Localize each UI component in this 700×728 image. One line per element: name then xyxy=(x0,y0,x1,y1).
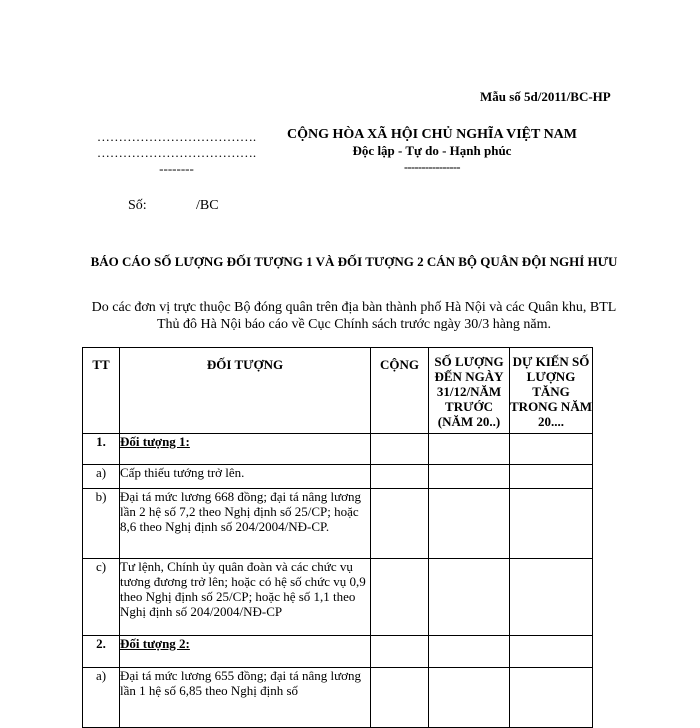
row-plan-cell xyxy=(510,636,593,668)
header-total: CỘNG xyxy=(371,348,429,434)
report-title: BÁO CÁO SỐ LƯỢNG ĐỐI TƯỢNG 1 VÀ ĐỐI TƯỢNG 2 CÁN BỘ QUÂN ĐỘI NGHỈ HƯU xyxy=(90,254,618,269)
row-object: Cấp thiếu tướng trở lên. xyxy=(120,465,371,489)
issuing-unit-rule: -------- xyxy=(159,161,194,176)
row-total-cell xyxy=(371,668,429,728)
issuing-unit-line-1: ………………………………. xyxy=(96,129,257,144)
report-table xyxy=(82,347,593,728)
row-count-cell xyxy=(429,489,510,559)
row-number: 2. xyxy=(83,636,120,668)
issuing-unit-block xyxy=(84,129,269,177)
issuing-unit-line-2: ………………………………. xyxy=(96,145,257,160)
row-object-text: Đối tượng 1: xyxy=(120,434,190,449)
nation-name: CỘNG HÒA XÃ HỘI CHỦ NGHĨA VIỆT NAM xyxy=(286,127,577,142)
national-motto: Độc lập - Tự do - Hạnh phúc xyxy=(352,143,512,158)
row-count-cell xyxy=(429,636,510,668)
row-total-cell xyxy=(371,489,429,559)
report-intro: Do các đơn vị trực thuộc Bộ đóng quân trên địa bàn thành phố Hà Nội và các Quân khu, BTL Thủ đô Hà Nội báo cáo về Cục Chính sách trước ngày 30/3 hàng năm. xyxy=(91,300,617,332)
table-row xyxy=(83,636,593,668)
form-code: Mẫu số 5d/2011/BC-HP xyxy=(480,89,611,104)
row-plan-cell xyxy=(510,559,593,636)
table-row xyxy=(83,668,593,728)
row-object: Tư lệnh, Chính ủy quân đoàn và các chức vụ tương đương trở lên; hoặc có hệ số chức vụ 0,9 theo Nghị định số 25/CP; hoặc hệ số 1,1 theo Nghị định số 204/2004/NĐ-CP xyxy=(120,559,371,636)
header-tt: TT xyxy=(83,348,120,434)
row-number: a) xyxy=(83,465,120,489)
header-object: ĐỐI TƯỢNG xyxy=(120,348,371,434)
header-count: SỐ LƯỢNG ĐẾN NGÀY 31/12/NĂM TRƯỚC (NĂM 20..) xyxy=(429,348,510,434)
row-count-cell xyxy=(429,465,510,489)
motto-rule: ---------------- xyxy=(404,160,460,174)
row-total-cell xyxy=(371,434,429,465)
header-plan: DỰ KIẾN SỐ LƯỢNG TĂNG TRONG NĂM 20.... xyxy=(510,348,593,434)
row-plan-cell xyxy=(510,668,593,728)
row-count-cell xyxy=(429,434,510,465)
table-row xyxy=(83,559,593,636)
table-row xyxy=(83,489,593,559)
row-object xyxy=(120,636,371,668)
row-total-cell xyxy=(371,465,429,489)
row-object: Đại tá mức lương 655 đồng; đại tá nâng lương lần 1 hệ số 6,85 theo Nghị định số xyxy=(120,668,371,728)
row-number: 1. xyxy=(83,434,120,465)
national-header xyxy=(282,127,582,175)
table-row xyxy=(83,434,593,465)
row-plan-cell xyxy=(510,489,593,559)
row-number: c) xyxy=(83,559,120,636)
row-plan-cell xyxy=(510,434,593,465)
row-object xyxy=(120,434,371,465)
row-object-text: Đối tượng 2: xyxy=(120,636,190,651)
document-number-label: Số: xyxy=(128,198,147,213)
row-number: a) xyxy=(83,668,120,728)
row-count-cell xyxy=(429,559,510,636)
document-number-suffix: /BC xyxy=(196,198,219,213)
row-number: b) xyxy=(83,489,120,559)
row-total-cell xyxy=(371,636,429,668)
table-header-row xyxy=(83,348,593,434)
row-total-cell xyxy=(371,559,429,636)
table-row xyxy=(83,465,593,489)
row-plan-cell xyxy=(510,465,593,489)
row-object: Đại tá mức lương 668 đồng; đại tá nâng lương lần 2 hệ số 7,2 theo Nghị định số 25/CP; hoặc 8,6 theo Nghị định số 204/2004/NĐ-CP. xyxy=(120,489,371,559)
row-count-cell xyxy=(429,668,510,728)
